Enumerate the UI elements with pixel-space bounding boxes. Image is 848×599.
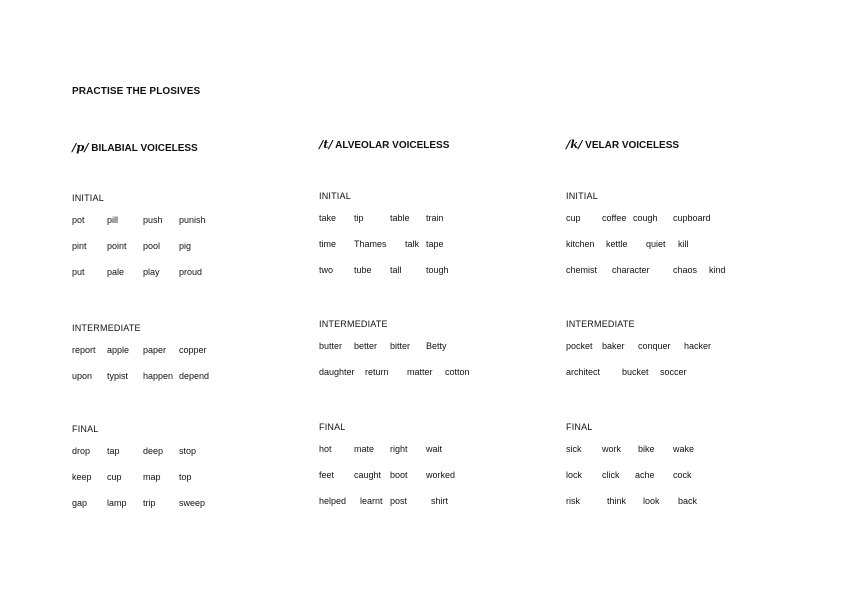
practice-word: look (643, 496, 660, 506)
practice-word: pale (107, 267, 125, 277)
phoneme-symbol: /p/ (72, 140, 89, 154)
column-t (319, 0, 559, 599)
practice-word: bike (638, 444, 655, 454)
practice-word: apple (107, 345, 130, 355)
practice-word: drop (72, 446, 91, 456)
practice-word: typist (107, 371, 129, 381)
section-label-initial: INITIAL (319, 191, 351, 201)
section-label-final: FINAL (72, 424, 99, 434)
practice-word: trip (143, 498, 156, 508)
practice-word: cup (566, 213, 581, 223)
practice-word: keep (72, 472, 92, 482)
practice-word: coffee (602, 213, 627, 223)
practice-word: post (390, 496, 408, 506)
practice-word: map (143, 472, 161, 482)
practice-word: punish (179, 215, 206, 225)
practice-word: learnt (360, 496, 383, 506)
practice-word: Thames (354, 239, 387, 249)
practice-word: sweep (179, 498, 206, 508)
practice-word: work (602, 444, 622, 454)
column-heading (319, 137, 449, 151)
practice-word: proud (179, 267, 203, 277)
practice-word: kind (709, 265, 726, 275)
practice-word: conquer (638, 341, 671, 351)
phoneme-symbol: /k/ (566, 137, 583, 151)
practice-word: tough (426, 265, 449, 275)
section-label-intermediate: INTERMEDIATE (566, 319, 635, 329)
practice-word: happen (143, 371, 174, 381)
practice-word: soccer (660, 367, 687, 377)
practice-word: depend (179, 371, 210, 381)
practice-word: matter (407, 367, 433, 377)
practice-word: caught (354, 470, 382, 480)
practice-word: right (390, 444, 408, 454)
practice-word: pill (107, 215, 119, 225)
practice-word: cotton (445, 367, 470, 377)
practice-word: helped (319, 496, 347, 506)
practice-word: daughter (319, 367, 355, 377)
practice-word: lamp (107, 498, 127, 508)
practice-word: architect (566, 367, 601, 377)
practice-word: quiet (646, 239, 666, 249)
practice-word: bitter (390, 341, 411, 351)
practice-word: boot (390, 470, 408, 480)
practice-word: cup (107, 472, 122, 482)
column-heading-text: VELAR VOICELESS (582, 140, 680, 151)
page-title: PRACTISE THE PLOSIVES (72, 86, 201, 97)
practice-word: tap (107, 446, 120, 456)
practice-word: back (678, 496, 698, 506)
column-heading (72, 140, 198, 154)
practice-word: cupboard (673, 213, 711, 223)
practice-word: upon (72, 371, 93, 381)
practice-word: kitchen (566, 239, 595, 249)
practice-word: tip (354, 213, 364, 223)
practice-word: play (143, 267, 160, 277)
section-label-intermediate: INTERMEDIATE (72, 323, 141, 333)
column-heading-text: ALVEOLAR VOICELESS (332, 140, 450, 151)
practice-word: ache (635, 470, 655, 480)
practice-word: cock (673, 470, 692, 480)
column-heading-text: BILABIAL VOICELESS (88, 143, 198, 154)
section-label-intermediate: INTERMEDIATE (319, 319, 388, 329)
practice-word: paper (143, 345, 167, 355)
practice-word: copper (179, 345, 207, 355)
practice-word: think (607, 496, 627, 506)
practice-word: tube (354, 265, 372, 275)
practice-word: chemist (566, 265, 598, 275)
column-p (72, 0, 312, 599)
practice-word: take (319, 213, 337, 223)
practice-word: stop (179, 446, 197, 456)
practice-word: cough (633, 213, 658, 223)
practice-word: baker (602, 341, 625, 351)
practice-word: table (390, 213, 410, 223)
practice-word: push (143, 215, 163, 225)
practice-word: lock (566, 470, 583, 480)
section-label-initial: INITIAL (72, 193, 104, 203)
practice-word: shirt (431, 496, 449, 506)
practice-word: two (319, 265, 334, 275)
practice-word: character (612, 265, 650, 275)
practice-word: risk (566, 496, 580, 506)
practice-word: hot (319, 444, 332, 454)
practice-word: kill (678, 239, 689, 249)
practice-word: worked (426, 470, 456, 480)
practice-word: wake (673, 444, 695, 454)
practice-word: better (354, 341, 378, 351)
practice-word: top (179, 472, 192, 482)
practice-word: time (319, 239, 337, 249)
practice-word: deep (143, 446, 164, 456)
practice-word: pint (72, 241, 87, 251)
practice-word: put (72, 267, 85, 277)
phoneme-symbol: /t/ (319, 137, 333, 151)
practice-word: train (426, 213, 444, 223)
practice-word: return (365, 367, 389, 377)
practice-word: report (72, 345, 96, 355)
practice-word: tall (390, 265, 402, 275)
practice-word: mate (354, 444, 375, 454)
section-label-initial: INITIAL (566, 191, 598, 201)
section-label-final: FINAL (566, 422, 593, 432)
column-k (566, 0, 806, 599)
practice-word: Betty (426, 341, 447, 351)
practice-word: kettle (606, 239, 628, 249)
practice-word: hacker (684, 341, 712, 351)
practice-word: pot (72, 215, 85, 225)
practice-word: sick (566, 444, 582, 454)
practice-word: bucket (622, 367, 649, 377)
column-heading (566, 137, 679, 151)
practice-word: chaos (673, 265, 698, 275)
practice-word: feet (319, 470, 335, 480)
practice-word: pool (143, 241, 161, 251)
practice-word: pocket (566, 341, 593, 351)
practice-word: gap (72, 498, 88, 508)
practice-word: tape (426, 239, 444, 249)
practice-word: point (107, 241, 127, 251)
practice-word: click (602, 470, 620, 480)
section-label-final: FINAL (319, 422, 346, 432)
practice-word: wait (426, 444, 443, 454)
practice-word: butter (319, 341, 343, 351)
practice-word: talk (405, 239, 420, 249)
practice-word: pig (179, 241, 192, 251)
